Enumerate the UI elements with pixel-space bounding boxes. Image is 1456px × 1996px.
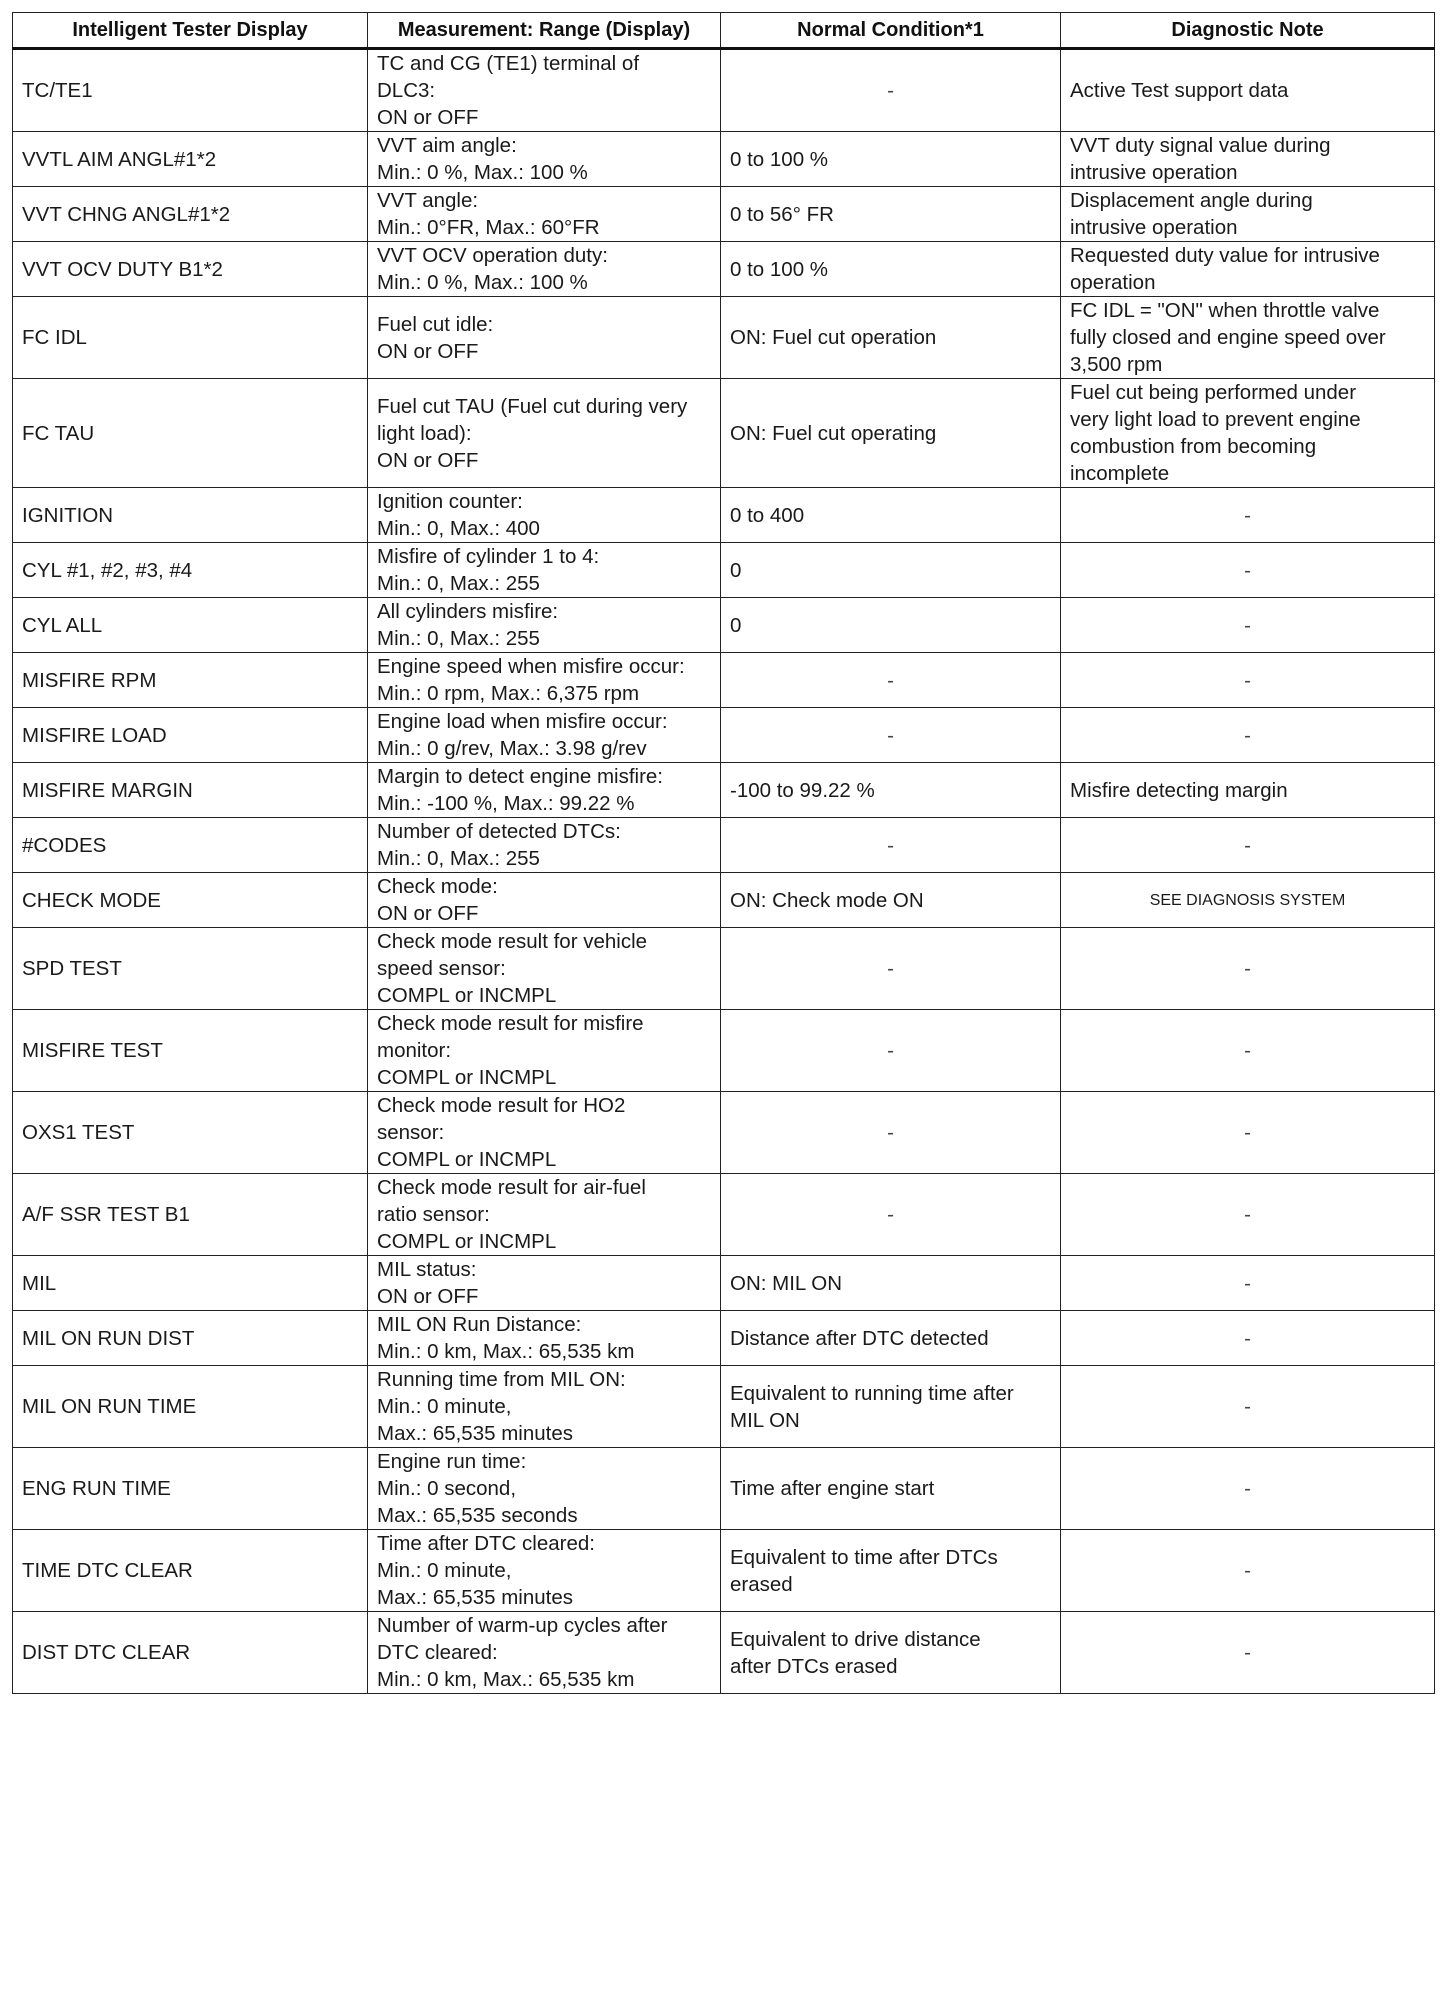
cell-normal-condition: - (721, 928, 1061, 1010)
cell-measurement-range: VVT OCV operation duty: Min.: 0 %, Max.: 100 % (368, 242, 721, 297)
cell-diagnostic-note: - (1061, 1612, 1435, 1694)
cell-diagnostic-note: VVT duty signal value during intrusive operation (1061, 132, 1435, 187)
cell-normal-condition: - (721, 1092, 1061, 1174)
cell-normal-condition: 0 (721, 598, 1061, 653)
cell-diagnostic-note: SEE DIAGNOSIS SYSTEM (1061, 873, 1435, 928)
cell-measurement-range: Engine speed when misfire occur: Min.: 0 rpm, Max.: 6,375 rpm (368, 653, 721, 708)
table-row (13, 1256, 1435, 1311)
cell-tester-display: FC IDL (13, 297, 368, 379)
table-row (13, 488, 1435, 543)
table-row (13, 1366, 1435, 1448)
cell-normal-condition: 0 to 100 % (721, 132, 1061, 187)
cell-diagnostic-note: - (1061, 1366, 1435, 1448)
table-row (13, 1448, 1435, 1530)
table-header-row (13, 13, 1435, 49)
table-row (13, 297, 1435, 379)
cell-measurement-range: Engine run time: Min.: 0 second, Max.: 65,535 seconds (368, 1448, 721, 1530)
cell-normal-condition: -100 to 99.22 % (721, 763, 1061, 818)
cell-measurement-range: VVT aim angle: Min.: 0 %, Max.: 100 % (368, 132, 721, 187)
cell-tester-display: #CODES (13, 818, 368, 873)
cell-diagnostic-note: - (1061, 598, 1435, 653)
cell-diagnostic-note: - (1061, 488, 1435, 543)
cell-normal-condition: - (721, 653, 1061, 708)
cell-normal-condition: Equivalent to time after DTCs erased (721, 1530, 1061, 1612)
cell-normal-condition: Equivalent to drive distance after DTCs erased (721, 1612, 1061, 1694)
table-row (13, 1092, 1435, 1174)
data-list-table-container (12, 12, 1434, 1694)
cell-tester-display: MISFIRE RPM (13, 653, 368, 708)
cell-measurement-range: All cylinders misfire: Min.: 0, Max.: 255 (368, 598, 721, 653)
cell-diagnostic-note: Active Test support data (1061, 49, 1435, 132)
cell-measurement-range: Engine load when misfire occur: Min.: 0 g/rev, Max.: 3.98 g/rev (368, 708, 721, 763)
table-body (13, 49, 1435, 1694)
cell-tester-display: ENG RUN TIME (13, 1448, 368, 1530)
cell-diagnostic-note: Fuel cut being performed under very light load to prevent engine combustion from becoming incomplete (1061, 379, 1435, 488)
cell-diagnostic-note: Displacement angle during intrusive operation (1061, 187, 1435, 242)
cell-normal-condition: - (721, 1010, 1061, 1092)
header-normal-condition: Normal Condition*1 (721, 13, 1061, 49)
cell-tester-display: VVT OCV DUTY B1*2 (13, 242, 368, 297)
cell-measurement-range: Check mode result for air-fuel ratio sensor: COMPL or INCMPL (368, 1174, 721, 1256)
cell-tester-display: MIL ON RUN DIST (13, 1311, 368, 1366)
cell-measurement-range: Number of warm-up cycles after DTC cleared: Min.: 0 km, Max.: 65,535 km (368, 1612, 721, 1694)
cell-measurement-range: Fuel cut TAU (Fuel cut during very light load): ON or OFF (368, 379, 721, 488)
cell-diagnostic-note: - (1061, 653, 1435, 708)
cell-normal-condition: 0 (721, 543, 1061, 598)
cell-measurement-range: Fuel cut idle: ON or OFF (368, 297, 721, 379)
cell-measurement-range: Check mode result for HO2 sensor: COMPL or INCMPL (368, 1092, 721, 1174)
table-row (13, 187, 1435, 242)
cell-tester-display: TC/TE1 (13, 49, 368, 132)
cell-normal-condition: ON: Fuel cut operation (721, 297, 1061, 379)
table-row (13, 598, 1435, 653)
cell-diagnostic-note: - (1061, 1256, 1435, 1311)
cell-tester-display: FC TAU (13, 379, 368, 488)
header-diagnostic-note: Diagnostic Note (1061, 13, 1435, 49)
cell-measurement-range: Margin to detect engine misfire: Min.: -100 %, Max.: 99.22 % (368, 763, 721, 818)
table-row (13, 49, 1435, 132)
cell-diagnostic-note: - (1061, 928, 1435, 1010)
cell-diagnostic-note: Misfire detecting margin (1061, 763, 1435, 818)
table-row (13, 818, 1435, 873)
cell-diagnostic-note: Requested duty value for intrusive operation (1061, 242, 1435, 297)
cell-tester-display: DIST DTC CLEAR (13, 1612, 368, 1694)
cell-normal-condition: 0 to 56° FR (721, 187, 1061, 242)
cell-measurement-range: Check mode result for vehicle speed sensor: COMPL or INCMPL (368, 928, 721, 1010)
cell-measurement-range: MIL ON Run Distance: Min.: 0 km, Max.: 65,535 km (368, 1311, 721, 1366)
table-row (13, 653, 1435, 708)
cell-diagnostic-note: - (1061, 543, 1435, 598)
cell-diagnostic-note: - (1061, 1530, 1435, 1612)
table-row (13, 1530, 1435, 1612)
data-list-table (12, 12, 1435, 1694)
cell-tester-display: MIL (13, 1256, 368, 1311)
cell-tester-display: IGNITION (13, 488, 368, 543)
cell-measurement-range: Check mode result for misfire monitor: COMPL or INCMPL (368, 1010, 721, 1092)
cell-tester-display: TIME DTC CLEAR (13, 1530, 368, 1612)
cell-normal-condition: Equivalent to running time after MIL ON (721, 1366, 1061, 1448)
cell-diagnostic-note: - (1061, 1092, 1435, 1174)
cell-normal-condition: Time after engine start (721, 1448, 1061, 1530)
cell-normal-condition: - (721, 1174, 1061, 1256)
cell-tester-display: MISFIRE TEST (13, 1010, 368, 1092)
cell-normal-condition: 0 to 400 (721, 488, 1061, 543)
cell-tester-display: CYL ALL (13, 598, 368, 653)
cell-normal-condition: 0 to 100 % (721, 242, 1061, 297)
cell-tester-display: CYL #1, #2, #3, #4 (13, 543, 368, 598)
cell-normal-condition: - (721, 49, 1061, 132)
cell-measurement-range: VVT angle: Min.: 0°FR, Max.: 60°FR (368, 187, 721, 242)
cell-normal-condition: - (721, 708, 1061, 763)
cell-normal-condition: Distance after DTC detected (721, 1311, 1061, 1366)
cell-diagnostic-note: - (1061, 1311, 1435, 1366)
table-row (13, 763, 1435, 818)
cell-measurement-range: Check mode: ON or OFF (368, 873, 721, 928)
cell-tester-display: MIL ON RUN TIME (13, 1366, 368, 1448)
table-row (13, 708, 1435, 763)
cell-diagnostic-note: FC IDL = "ON" when throttle valve fully closed and engine speed over 3,500 rpm (1061, 297, 1435, 379)
cell-normal-condition: ON: Check mode ON (721, 873, 1061, 928)
header-intelligent-tester-display: Intelligent Tester Display (13, 13, 368, 49)
cell-measurement-range: MIL status: ON or OFF (368, 1256, 721, 1311)
cell-tester-display: CHECK MODE (13, 873, 368, 928)
cell-tester-display: MISFIRE MARGIN (13, 763, 368, 818)
cell-tester-display: OXS1 TEST (13, 1092, 368, 1174)
cell-diagnostic-note: - (1061, 1010, 1435, 1092)
cell-diagnostic-note: - (1061, 708, 1435, 763)
cell-tester-display: MISFIRE LOAD (13, 708, 368, 763)
cell-normal-condition: ON: MIL ON (721, 1256, 1061, 1311)
header-measurement-range: Measurement: Range (Display) (368, 13, 721, 49)
cell-normal-condition: ON: Fuel cut operating (721, 379, 1061, 488)
cell-diagnostic-note: - (1061, 1174, 1435, 1256)
cell-measurement-range: Time after DTC cleared: Min.: 0 minute, Max.: 65,535 minutes (368, 1530, 721, 1612)
table-row (13, 873, 1435, 928)
cell-tester-display: A/F SSR TEST B1 (13, 1174, 368, 1256)
table-row (13, 1010, 1435, 1092)
table-row (13, 928, 1435, 1010)
cell-tester-display: SPD TEST (13, 928, 368, 1010)
cell-measurement-range: Misfire of cylinder 1 to 4: Min.: 0, Max.: 255 (368, 543, 721, 598)
cell-measurement-range: Ignition counter: Min.: 0, Max.: 400 (368, 488, 721, 543)
table-row (13, 1174, 1435, 1256)
cell-diagnostic-note: - (1061, 1448, 1435, 1530)
cell-measurement-range: Running time from MIL ON: Min.: 0 minute, Max.: 65,535 minutes (368, 1366, 721, 1448)
cell-diagnostic-note: - (1061, 818, 1435, 873)
table-row (13, 379, 1435, 488)
table-row (13, 132, 1435, 187)
cell-tester-display: VVTL AIM ANGL#1*2 (13, 132, 368, 187)
table-row (13, 242, 1435, 297)
cell-tester-display: VVT CHNG ANGL#1*2 (13, 187, 368, 242)
cell-normal-condition: - (721, 818, 1061, 873)
cell-measurement-range: Number of detected DTCs: Min.: 0, Max.: 255 (368, 818, 721, 873)
cell-measurement-range: TC and CG (TE1) terminal of DLC3: ON or OFF (368, 49, 721, 132)
table-row (13, 1311, 1435, 1366)
table-row (13, 543, 1435, 598)
table-row (13, 1612, 1435, 1694)
